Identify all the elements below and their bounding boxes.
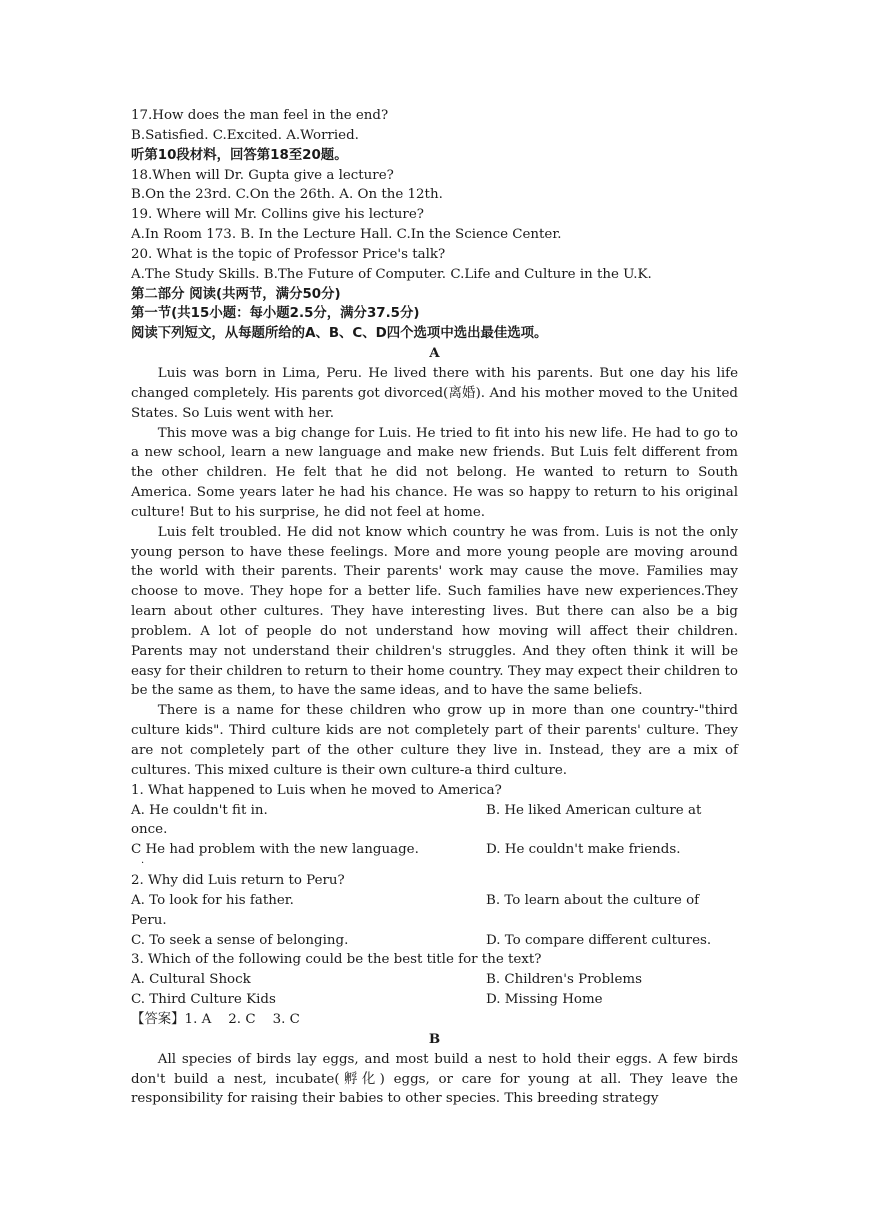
- option-d: D. Missing Home: [486, 992, 603, 1008]
- question-1-options-row: [131, 840, 738, 860]
- option-a: A. He couldn't fit in.: [131, 802, 268, 818]
- option-b-continued: Peru.: [131, 912, 167, 928]
- question-19: 19. Where will Mr. Collins give his lecture?: [131, 207, 424, 223]
- option-b: B. He liked American culture at: [486, 802, 702, 818]
- option-b: B. To learn about the culture of: [486, 892, 700, 908]
- part-2-title: 第二部分 阅读(共两节，满分50分): [131, 286, 341, 302]
- question-1-options-row: [131, 801, 738, 821]
- passage-b-label: B: [428, 1030, 441, 1047]
- passage-a-label: A: [429, 345, 440, 362]
- question-18: 18.When will Dr. Gupta give a lecture?: [131, 167, 394, 183]
- option-d: D. To compare different cultures.: [486, 932, 712, 948]
- question-17: 17.How does the man feel in the end?: [131, 108, 389, 123]
- question-2-options-row: [131, 891, 738, 911]
- question-3-stem: 3. Which of the following could be the best title for the text?: [131, 952, 542, 968]
- answer-key-a: 【答案】1. A 2. C 3. C: [131, 1011, 300, 1027]
- question-20-options: A.The Study Skills. B.The Future of Computer. C.Life and Culture in the U.K.: [131, 266, 652, 282]
- passage-a-paragraph-2: This move was a big change for Luis. He tried to fit into his new life. He had to go to a new school, learn a new language and make new friends. But Luis felt different from the other children. He felt that he did not belong. He wanted to return to South America. Some years later he had his chance. He was so happy to return to his original culture! But to his surprise, he did not feel at home.: [131, 425, 738, 520]
- question-2-options-row: [131, 931, 738, 951]
- passage-a-paragraph-4: There is a name for these children who grow up in more than one country-"third culture kids". Third culture kids are not completely part of their parents' culture. They are not completely part of the other culture they live in. Instead, they are a mix of cultures. This mixed culture is their own culture-a third culture.: [131, 703, 738, 778]
- question-2-options-row: [131, 911, 738, 931]
- option-d: D. He couldn't make friends.: [486, 842, 681, 858]
- stray-dot-row: [131, 860, 738, 871]
- option-c: C. To seek a sense of belonging.: [131, 932, 349, 948]
- question-20: 20. What is the topic of Professor Price's talk?: [131, 246, 446, 262]
- option-c: C. Third Culture Kids: [131, 992, 276, 1008]
- question-1-stem: 1. What happened to Luis when he moved to America?: [131, 782, 502, 798]
- stray-dot: ·: [141, 858, 145, 870]
- question-2-stem: 2. Why did Luis return to Peru?: [131, 873, 345, 889]
- section-10-heading: 听第10段材料，回答第18至20题。: [131, 147, 348, 163]
- option-a: A. Cultural Shock: [131, 972, 251, 988]
- passage-a-paragraph-3: Luis felt troubled. He did not know which country he was from. Luis is not the only young person to have these feelings. More and more young people are moving around the world with their parents. Their parents' work may cause the move. Families may choose to move. They hope for a better life. Such families have new experiences.They learn about other cultures. They have interesting lives. But there can also be a big problem. A lot of people do not understand how moving will affect their children. Parents may not understand their children's struggles. And they often think it will be easy for their children to return to their home country. They may expect their children to be the same as them, to have the same ideas, and to have the same beliefs.: [131, 524, 738, 699]
- question-19-options: A.In Room 173. B. In the Lecture Hall. C.In the Science Center.: [131, 227, 562, 243]
- option-c: C He had problem with the new language.: [131, 842, 419, 858]
- option-a: A. To look for his father.: [131, 892, 294, 908]
- question-18-options: B.On the 23rd. C.On the 26th. A. On the 12th.: [131, 187, 443, 203]
- passage-b-paragraph-1: All species of birds lay eggs, and most build a nest to hold their eggs. A few birds don't build a nest, incubate(孵化) eggs, or care for young at all. They leave the responsibility for raising their babies to other species. This breeding strategy: [131, 1051, 738, 1107]
- question-3-options-row: [131, 970, 738, 990]
- question-17-options: B.Satisfied. C.Excited. A.Worried.: [131, 127, 359, 143]
- option-b-continued: once.: [131, 822, 168, 838]
- passage-a-paragraph-1: Luis was born in Lima, Peru. He lived there with his parents. But one day his life changed completely. His parents got divorced(离婚). And his mother moved to the United States. So Luis went with her.: [131, 365, 738, 421]
- document-page: [131, 106, 738, 1109]
- question-3-options-row: [131, 990, 738, 1010]
- question-1-options-row: [131, 820, 738, 840]
- reading-instructions: 阅读下列短文，从每题所给的A、B、C、D四个选项中选出最佳选项。: [131, 326, 548, 342]
- option-b: B. Children's Problems: [486, 972, 642, 988]
- section-1-title: 第一节(共15小题：每小题2.5分，满分37.5分): [131, 306, 420, 322]
